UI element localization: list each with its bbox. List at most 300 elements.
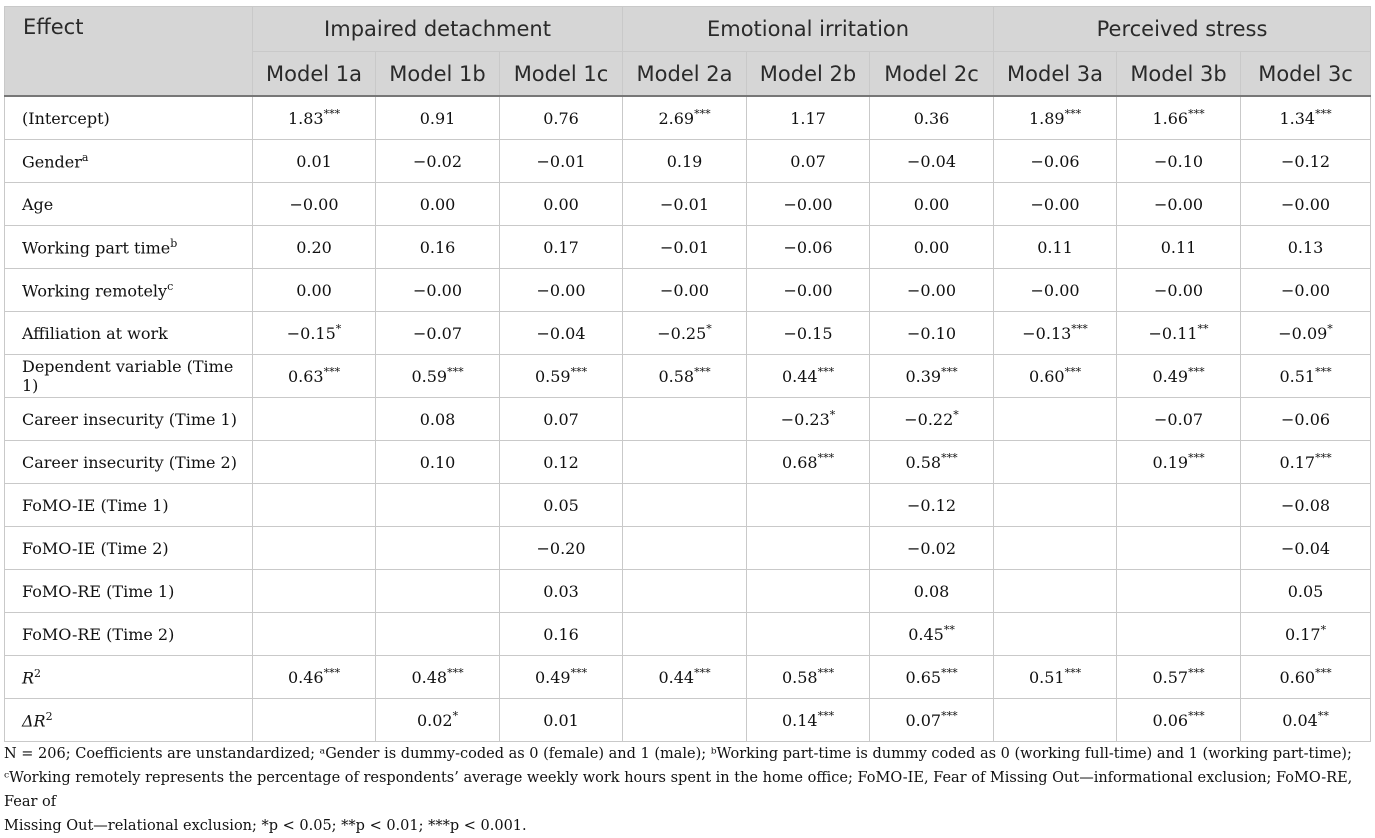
cell-value: 0.20	[296, 237, 332, 257]
table-row	[5, 183, 1371, 226]
table-cell	[1117, 484, 1241, 527]
cell-value: −0.04	[1281, 538, 1331, 558]
header-model: Model 2a	[623, 52, 747, 97]
table-cell	[1117, 226, 1241, 269]
significance-stars: ***	[694, 666, 711, 680]
table-cell	[994, 570, 1117, 613]
table-cell	[500, 269, 623, 312]
table-cell	[623, 226, 747, 269]
table-cell	[623, 312, 747, 355]
table-cell	[1117, 570, 1241, 613]
significance-stars: ***	[323, 107, 341, 121]
row-label	[5, 570, 253, 613]
cell-value: 0.19***	[1152, 451, 1205, 473]
table-cell	[500, 96, 623, 140]
table-body	[5, 96, 1371, 742]
header-effect: Effect	[5, 7, 253, 97]
cell-value: −0.00	[536, 280, 586, 300]
significance-stars: ***	[694, 107, 711, 121]
cell-value: 0.48***	[411, 666, 464, 688]
cell-value: 0.39***	[905, 365, 958, 387]
row-label-text: FoMO-IE (Time 2)	[22, 538, 169, 558]
table-cell	[747, 484, 870, 527]
cell-value: 0.07	[790, 151, 826, 171]
table-cell	[1117, 656, 1241, 699]
table-cell	[1241, 398, 1371, 441]
header-group-impaired-detachment: Impaired detachment	[253, 7, 623, 52]
cell-value: 0.57***	[1152, 666, 1205, 688]
table-cell	[376, 484, 500, 527]
row-label-text: Career insecurity (Time 2)	[22, 452, 237, 472]
table-cell	[747, 269, 870, 312]
table-cell	[623, 183, 747, 226]
cell-value: −0.02	[412, 151, 463, 171]
row-label-superscript: c	[167, 279, 174, 293]
table-cell	[1241, 183, 1371, 226]
cell-value: −0.00	[412, 280, 463, 300]
table-cell	[623, 269, 747, 312]
table-cell	[500, 226, 623, 269]
table-row	[5, 656, 1371, 699]
table-cell	[1117, 699, 1241, 742]
table-cell	[376, 527, 500, 570]
table-cell	[994, 527, 1117, 570]
table-cell	[623, 441, 747, 484]
significance-stars: **	[1317, 709, 1329, 723]
table-cell	[870, 269, 994, 312]
cell-value: 0.65***	[905, 666, 958, 688]
table-cell	[870, 527, 994, 570]
row-label-text: Working part time	[22, 238, 171, 258]
significance-stars: ***	[447, 365, 464, 379]
row-label-text: FoMO-RE (Time 2)	[22, 624, 175, 644]
cell-value: −0.00	[1030, 280, 1080, 300]
significance-stars: ***	[941, 709, 958, 723]
table-cell	[1241, 96, 1371, 140]
row-label-text: Age	[22, 194, 54, 214]
table-row	[5, 226, 1371, 269]
cell-value: 0.59***	[534, 365, 588, 387]
cell-value: −0.11**	[1148, 322, 1209, 344]
cell-value: 0.07	[543, 409, 579, 429]
row-label	[5, 441, 253, 484]
cell-value: −0.13***	[1022, 322, 1088, 344]
table-cell	[747, 183, 870, 226]
table-cell	[747, 140, 870, 183]
row-label	[5, 140, 253, 183]
row-label	[5, 398, 253, 441]
table-row	[5, 613, 1371, 656]
significance-stars: *	[335, 322, 342, 336]
row-label-text: Gender	[22, 152, 82, 172]
table-row	[5, 484, 1371, 527]
table-cell	[253, 441, 376, 484]
significance-stars: ***	[1315, 107, 1332, 121]
cell-value: 0.60***	[1028, 365, 1082, 387]
table-cell	[376, 226, 500, 269]
cell-value: 1.89***	[1028, 107, 1082, 129]
table-cell	[870, 570, 994, 613]
footnote-line: ᶜWorking remotely represents the percentage of respondents’ average weekly work hours spent in the home office; FoMO-IE, Fear of Missing Out—informational exclusion; FoMO-RE, Fear of	[4, 770, 1353, 810]
significance-stars: ***	[1188, 365, 1205, 379]
table-row	[5, 140, 1371, 183]
significance-stars: ***	[1064, 666, 1082, 680]
cell-value: 0.59***	[411, 365, 464, 387]
row-label-text: FoMO-IE (Time 1)	[22, 495, 169, 515]
table-cell	[253, 355, 376, 398]
cell-value: 0.49***	[1152, 365, 1205, 387]
table-cell	[253, 484, 376, 527]
cell-value: 1.17	[790, 108, 826, 128]
cell-value: −0.04	[536, 323, 586, 343]
cell-value: 0.51***	[1279, 365, 1332, 387]
row-label	[5, 269, 253, 312]
significance-stars: ***	[1188, 709, 1205, 723]
header-model: Model 2c	[870, 52, 994, 97]
significance-stars: ***	[941, 365, 958, 379]
cell-value: 0.60***	[1279, 666, 1332, 688]
cell-value: 0.19	[666, 151, 703, 171]
table-cell	[253, 312, 376, 355]
table-cell	[994, 613, 1117, 656]
cell-value: 1.83***	[287, 107, 341, 129]
table-cell	[500, 140, 623, 183]
cell-value: 0.03	[543, 581, 579, 601]
table-cell	[1117, 140, 1241, 183]
cell-value: −0.20	[536, 538, 586, 558]
table-cell	[376, 656, 500, 699]
table-cell	[500, 312, 623, 355]
table-cell	[623, 613, 747, 656]
table-cell	[253, 656, 376, 699]
table-cell	[747, 312, 870, 355]
cell-value: 0.00	[543, 194, 579, 214]
significance-stars: ***	[1188, 107, 1205, 121]
cell-value: 0.36	[913, 108, 950, 128]
cell-value: 0.02*	[416, 709, 459, 731]
table-cell	[500, 699, 623, 742]
cell-value: −0.08	[1281, 495, 1331, 515]
row-label-text: Working remotely	[22, 281, 168, 301]
cell-value: 1.34***	[1279, 107, 1332, 129]
table-cell	[870, 96, 994, 140]
table-cell	[1117, 183, 1241, 226]
cell-value: 0.76	[543, 108, 579, 128]
cell-value: 0.49***	[534, 666, 588, 688]
table-cell	[253, 570, 376, 613]
cell-value: 0.45**	[908, 623, 955, 645]
table-cell	[870, 613, 994, 656]
table-cell	[870, 140, 994, 183]
table-cell	[376, 140, 500, 183]
row-label-superscript: 2	[34, 666, 42, 680]
row-label-text: Dependent variable (Time 1)	[22, 357, 234, 395]
cell-value: −0.00	[289, 194, 339, 214]
table-cell	[623, 140, 747, 183]
table-cell	[1241, 355, 1371, 398]
table-cell	[253, 699, 376, 742]
table-cell	[623, 656, 747, 699]
table-cell	[253, 527, 376, 570]
row-label-text: (Intercept)	[22, 108, 110, 128]
significance-stars: *	[829, 408, 836, 422]
significance-stars: *	[1320, 623, 1327, 637]
row-label	[5, 312, 253, 355]
header-group-emotional-irritation: Emotional irritation	[623, 7, 994, 52]
significance-stars: ***	[694, 365, 711, 379]
significance-stars: ***	[1071, 322, 1088, 336]
significance-stars: ***	[570, 365, 588, 379]
table-cell	[994, 226, 1117, 269]
cell-value: 0.63***	[287, 365, 341, 387]
table-cell	[994, 398, 1117, 441]
cell-value: 0.16	[543, 624, 579, 644]
table-cell	[376, 269, 500, 312]
table-row	[5, 312, 1371, 355]
cell-value: −0.00	[1281, 194, 1331, 214]
cell-value: 2.69***	[658, 107, 711, 129]
cell-value: −0.00	[783, 280, 833, 300]
table-cell	[500, 183, 623, 226]
table-cell	[376, 570, 500, 613]
cell-value: −0.06	[1281, 409, 1331, 429]
table-cell	[1241, 570, 1371, 613]
table-cell	[1241, 441, 1371, 484]
row-label	[5, 355, 253, 398]
significance-stars: ***	[570, 666, 588, 680]
cell-value: −0.22*	[904, 408, 959, 430]
table-cell	[253, 96, 376, 140]
table-cell	[253, 140, 376, 183]
row-label-text: ΔR	[22, 711, 46, 731]
table-cell	[500, 398, 623, 441]
header-model: Model 3c	[1241, 52, 1371, 97]
cell-value: −0.07	[1154, 409, 1204, 429]
cell-value: −0.02	[907, 538, 957, 558]
table-row	[5, 699, 1371, 742]
table-cell	[870, 441, 994, 484]
table-cell	[623, 570, 747, 613]
table-cell	[500, 441, 623, 484]
table-cell	[994, 699, 1117, 742]
cell-value: 0.11	[1160, 237, 1197, 257]
cell-value: 0.58***	[781, 666, 835, 688]
table-cell	[747, 441, 870, 484]
significance-stars: ***	[323, 666, 341, 680]
cell-value: 0.01	[543, 710, 579, 730]
table-cell	[500, 355, 623, 398]
table-cell	[1241, 226, 1371, 269]
table-row	[5, 570, 1371, 613]
cell-value: 0.00	[913, 237, 950, 257]
table-cell	[500, 613, 623, 656]
table-cell	[994, 269, 1117, 312]
table-cell	[1117, 613, 1241, 656]
header-model: Model 1b	[376, 52, 500, 97]
cell-value: −0.01	[660, 237, 710, 257]
table-cell	[623, 699, 747, 742]
table-cell	[870, 226, 994, 269]
cell-value: −0.12	[1281, 151, 1331, 171]
table-cell	[376, 398, 500, 441]
row-label	[5, 96, 253, 140]
cell-value: 1.66***	[1152, 107, 1205, 129]
table-cell	[376, 96, 500, 140]
cell-value: 0.46***	[287, 666, 341, 688]
table-cell	[994, 312, 1117, 355]
cell-value: −0.23*	[780, 408, 836, 430]
table-cell	[747, 527, 870, 570]
table-cell	[994, 441, 1117, 484]
cell-value: 0.17***	[1279, 451, 1332, 473]
cell-value: 0.07***	[905, 709, 958, 731]
significance-stars: ***	[1315, 365, 1332, 379]
table-cell	[253, 183, 376, 226]
table-cell	[870, 398, 994, 441]
row-label-text: Career insecurity (Time 1)	[22, 409, 237, 429]
table-cell	[870, 312, 994, 355]
table-row	[5, 527, 1371, 570]
cell-value: 0.91	[419, 108, 456, 128]
cell-value: 0.17*	[1284, 623, 1327, 645]
table-row	[5, 441, 1371, 484]
significance-stars: ***	[447, 666, 464, 680]
table-cell	[1241, 613, 1371, 656]
table-cell	[1241, 140, 1371, 183]
table-cell	[994, 484, 1117, 527]
cell-value: −0.00	[1281, 280, 1331, 300]
header-group-perceived-stress: Perceived stress	[994, 7, 1371, 52]
table-cell	[253, 226, 376, 269]
table-cell	[994, 96, 1117, 140]
table-cell	[376, 613, 500, 656]
significance-stars: ***	[941, 451, 958, 465]
significance-stars: ***	[323, 365, 341, 379]
footnote-line: Missing Out—relational exclusion; *p < 0.05; **p < 0.01; ***p < 0.001.	[4, 818, 527, 834]
cell-value: −0.01	[536, 151, 586, 171]
table-cell	[1117, 96, 1241, 140]
cell-value: −0.15*	[286, 322, 342, 344]
cell-value: −0.00	[783, 194, 833, 214]
table-cell	[870, 484, 994, 527]
significance-stars: ***	[817, 709, 835, 723]
significance-stars: **	[1197, 322, 1209, 336]
cell-value: −0.15	[783, 323, 833, 343]
cell-value: −0.10	[907, 323, 957, 343]
table-cell	[253, 398, 376, 441]
cell-value: −0.00	[907, 280, 957, 300]
table-cell	[747, 613, 870, 656]
cell-value: 0.04**	[1282, 709, 1329, 731]
cell-value: −0.00	[1030, 194, 1080, 214]
table-cell	[376, 183, 500, 226]
row-label	[5, 699, 253, 742]
significance-stars: ***	[1064, 365, 1082, 379]
table-cell	[623, 398, 747, 441]
table-cell	[376, 699, 500, 742]
row-label-superscript: b	[170, 236, 178, 250]
cell-value: 0.16	[419, 237, 456, 257]
table-cell	[500, 570, 623, 613]
table-cell	[870, 699, 994, 742]
cell-value: 0.00	[296, 280, 332, 300]
header-model: Model 1a	[253, 52, 376, 97]
table-cell	[994, 140, 1117, 183]
table-cell	[623, 355, 747, 398]
table-cell	[994, 656, 1117, 699]
cell-value: 0.00	[419, 194, 456, 214]
cell-value: −0.06	[783, 237, 833, 257]
table-row	[5, 398, 1371, 441]
footnote-line: N = 206; Coefficients are unstandardized; ᵃGender is dummy-coded as 0 (female) and 1 (male); ᵇWorking part-time is dummy coded as 0 (working full-time) and 1 (working part-time);	[4, 746, 1352, 762]
table-cell	[1241, 656, 1371, 699]
table-row	[5, 355, 1371, 398]
table-cell	[623, 527, 747, 570]
cell-value: 0.11	[1037, 237, 1073, 257]
table-cell	[500, 656, 623, 699]
cell-value: 0.58***	[905, 451, 958, 473]
table-cell	[1241, 484, 1371, 527]
cell-value: 0.14***	[781, 709, 835, 731]
table-cell	[623, 96, 747, 140]
cell-value: 0.68***	[781, 451, 835, 473]
cell-value: −0.01	[660, 194, 710, 214]
row-label	[5, 613, 253, 656]
table-cell	[1241, 312, 1371, 355]
significance-stars: ***	[1315, 451, 1332, 465]
cell-value: −0.04	[907, 151, 957, 171]
table-cell	[1117, 269, 1241, 312]
table-cell	[253, 613, 376, 656]
table-cell	[1117, 355, 1241, 398]
row-label	[5, 484, 253, 527]
significance-stars: ***	[1315, 666, 1332, 680]
row-label	[5, 656, 253, 699]
cell-value: −0.25*	[657, 322, 712, 344]
significance-stars: ***	[817, 666, 835, 680]
cell-value: 0.13	[1287, 237, 1324, 257]
table-cell	[747, 355, 870, 398]
table-cell	[1241, 699, 1371, 742]
table-cell	[870, 656, 994, 699]
row-label	[5, 183, 253, 226]
cell-value: −0.10	[1154, 151, 1204, 171]
row-label-text: R	[22, 668, 35, 688]
cell-value: −0.00	[660, 280, 710, 300]
row-label-superscript: 2	[45, 709, 53, 723]
significance-stars: ***	[941, 666, 958, 680]
table-cell	[747, 226, 870, 269]
cell-value: 0.10	[419, 452, 456, 472]
significance-stars: *	[953, 408, 959, 422]
cell-value: 0.00	[913, 194, 950, 214]
table-cell	[376, 312, 500, 355]
significance-stars: ***	[817, 365, 835, 379]
cell-value: −0.09*	[1278, 322, 1333, 344]
significance-stars: ***	[817, 451, 835, 465]
table-cell	[870, 183, 994, 226]
cell-value: 0.44***	[658, 666, 711, 688]
table-cell	[1117, 527, 1241, 570]
table-row	[5, 96, 1371, 140]
table-cell	[994, 183, 1117, 226]
significance-stars: *	[452, 709, 459, 723]
table-cell	[870, 355, 994, 398]
table-cell	[623, 484, 747, 527]
cell-value: −0.00	[1154, 280, 1204, 300]
table-cell	[376, 441, 500, 484]
row-label	[5, 226, 253, 269]
